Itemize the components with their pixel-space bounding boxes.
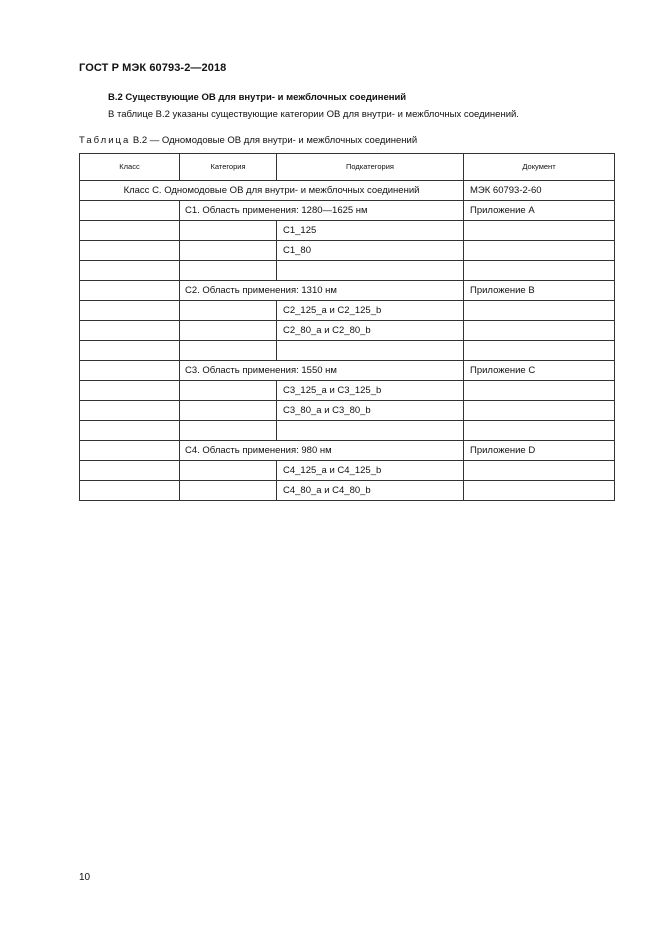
subcategory-cell: С1_80: [277, 241, 464, 261]
empty-cell: [80, 461, 180, 481]
empty-cell: [464, 421, 615, 441]
empty-cell: [80, 301, 180, 321]
subcategory-cell: С1_125: [277, 221, 464, 241]
empty-cell: [464, 341, 615, 361]
subcategory-cell: С4_125_а и С4_125_b: [277, 461, 464, 481]
subcategory-cell: С2_125_а и С2_125_b: [277, 301, 464, 321]
category-cell: С4. Область применения: 980 нм: [180, 441, 464, 461]
empty-cell: [80, 361, 180, 381]
table-caption-text: В.2 — Одномодовые ОВ для внутри- и межблочных соединений: [130, 135, 418, 146]
empty-cell: [80, 201, 180, 221]
empty-cell: [80, 261, 180, 281]
class-label: Класс С. Одномодовые ОВ для внутри- и межблочных соединений: [80, 181, 464, 201]
empty-cell: [80, 321, 180, 341]
empty-cell: [180, 461, 277, 481]
table-row: [80, 481, 615, 501]
subcategory-cell: С2_80_а и С2_80_b: [277, 321, 464, 341]
table-row: [80, 441, 615, 461]
empty-cell: [464, 221, 615, 241]
table-row: [80, 241, 615, 261]
subcategory-cell: С4_80_а и С4_80_b: [277, 481, 464, 501]
empty-cell: [464, 321, 615, 341]
subcategory-cell: С3_80_а и С3_80_b: [277, 401, 464, 421]
column-header-class: Класс: [80, 154, 180, 181]
empty-cell: [180, 241, 277, 261]
empty-cell: [80, 241, 180, 261]
document-cell: Приложение А: [464, 201, 615, 221]
column-header-document: Документ: [464, 154, 615, 181]
category-cell: С3. Область применения: 1550 нм: [180, 361, 464, 381]
empty-cell: [180, 341, 277, 361]
empty-cell: [180, 221, 277, 241]
empty-cell: [80, 381, 180, 401]
class-document: МЭК 60793-2-60: [464, 181, 615, 201]
empty-cell: [464, 261, 615, 281]
empty-cell: [464, 381, 615, 401]
empty-cell: [180, 401, 277, 421]
empty-cell: [180, 321, 277, 341]
subcategory-table: [79, 153, 615, 501]
empty-cell: [464, 401, 615, 421]
empty-cell: [80, 481, 180, 501]
column-header-subcategory: Подкатегория: [277, 154, 464, 181]
document-cell: Приложение В: [464, 281, 615, 301]
empty-cell: [277, 341, 464, 361]
table-row: [80, 381, 615, 401]
subcategory-cell: С3_125_а и С3_125_b: [277, 381, 464, 401]
document-cell: Приложение С: [464, 361, 615, 381]
empty-cell: [180, 481, 277, 501]
table-row: [80, 221, 615, 241]
empty-cell: [80, 421, 180, 441]
intro-paragraph: В таблице В.2 указаны существующие категории ОВ для внутри- и межблочных соединений.: [108, 109, 519, 120]
column-header-category: Категория: [180, 154, 277, 181]
table-row: [80, 281, 615, 301]
table-row-blank: [80, 261, 615, 281]
empty-cell: [80, 341, 180, 361]
category-cell: С1. Область применения: 1280—1625 нм: [180, 201, 464, 221]
empty-cell: [464, 241, 615, 261]
table-row-class: [80, 181, 615, 201]
category-cell: С2. Область применения: 1310 нм: [180, 281, 464, 301]
empty-cell: [464, 481, 615, 501]
table-row: [80, 201, 615, 221]
empty-cell: [180, 301, 277, 321]
section-heading: В.2 Существующие ОВ для внутри- и межблочных соединений: [108, 92, 407, 103]
document-cell: Приложение D: [464, 441, 615, 461]
table-row: [80, 301, 615, 321]
table-row: [80, 461, 615, 481]
empty-cell: [464, 461, 615, 481]
empty-cell: [80, 221, 180, 241]
table-row: [80, 401, 615, 421]
table-caption-label: Таблица: [79, 135, 131, 146]
table-row: [80, 321, 615, 341]
table-header-row: [80, 154, 615, 181]
empty-cell: [180, 261, 277, 281]
empty-cell: [180, 381, 277, 401]
table-row: [80, 361, 615, 381]
table-caption: [79, 135, 417, 146]
empty-cell: [80, 401, 180, 421]
empty-cell: [464, 301, 615, 321]
empty-cell: [80, 281, 180, 301]
empty-cell: [277, 421, 464, 441]
page-header: ГОСТ Р МЭК 60793-2—2018: [79, 62, 227, 74]
empty-cell: [180, 421, 277, 441]
table-row-blank: [80, 421, 615, 441]
table-row-blank: [80, 341, 615, 361]
page-number: 10: [79, 872, 91, 883]
empty-cell: [277, 261, 464, 281]
empty-cell: [80, 441, 180, 461]
